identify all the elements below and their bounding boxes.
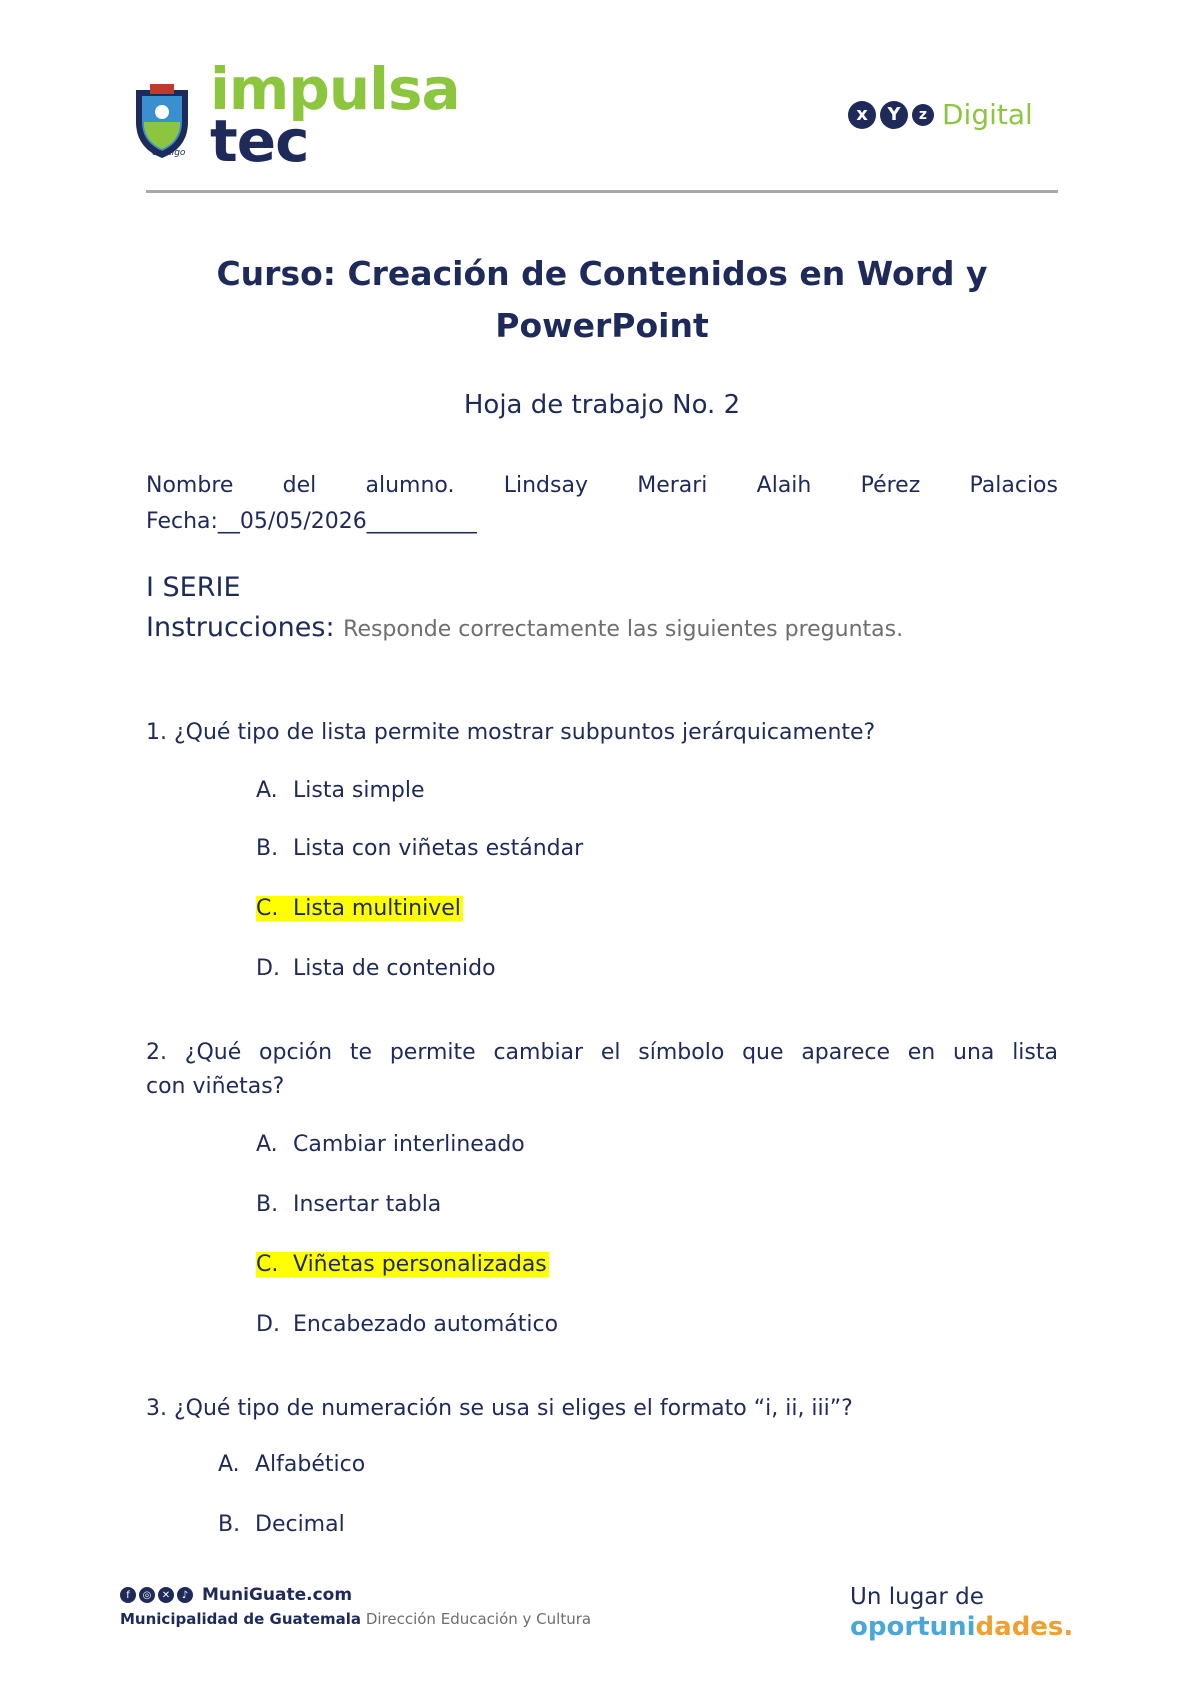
question-2 bbox=[146, 1036, 1058, 1104]
name-word: Nombre bbox=[146, 473, 234, 498]
xyz-digital-text: Digital bbox=[942, 98, 1033, 131]
impulsa-logo-text: impulsa bbox=[210, 55, 460, 123]
question-1: 1. ¿Qué tipo de lista permite mostrar subpuntos jerárquicamente? bbox=[146, 720, 876, 745]
question-3: 3. ¿Qué tipo de numeración se usa si eliges el formato “i, ii, iii”? bbox=[146, 1396, 853, 1421]
option-text: Lista simple bbox=[293, 778, 425, 803]
slogan-blue-part: oportuni bbox=[850, 1612, 976, 1642]
q2-option-d bbox=[256, 1312, 558, 1337]
option-letter: B. bbox=[256, 836, 279, 861]
name-word: Pérez bbox=[860, 473, 921, 498]
department-name: Dirección Educación y Cultura bbox=[365, 1610, 592, 1628]
slogan-line2 bbox=[850, 1612, 1073, 1642]
option-letter: C. bbox=[256, 1252, 279, 1277]
student-name-line bbox=[146, 468, 1058, 504]
option-letter: A. bbox=[256, 778, 278, 803]
course-title bbox=[146, 248, 1058, 352]
course-title-line2: PowerPoint bbox=[495, 306, 709, 345]
option-letter: B. bbox=[256, 1192, 279, 1217]
tiktok-icon[interactable]: ♪ bbox=[177, 1587, 193, 1603]
option-text: Decimal bbox=[255, 1512, 345, 1537]
question-2-text: 2. ¿Qué opción te permite cambiar el símbolo que aparece en una lista bbox=[146, 1040, 1058, 1065]
slogan-line1: Un lugar de bbox=[850, 1584, 984, 1610]
question-2-line2: con viñetas? bbox=[146, 1074, 285, 1099]
option-letter: C. bbox=[256, 896, 279, 921]
header-divider bbox=[146, 190, 1058, 193]
name-word: alumno. bbox=[365, 473, 455, 498]
name-word: Merari bbox=[637, 473, 708, 498]
q1-option-d bbox=[256, 956, 496, 981]
q3-option-b bbox=[218, 1512, 345, 1537]
worksheet-subtitle: Hoja de trabajo No. 2 bbox=[463, 390, 741, 420]
option-text: Insertar tabla bbox=[293, 1192, 442, 1217]
instagram-icon[interactable]: ◎ bbox=[139, 1587, 155, 1603]
option-text: Lista multinivel bbox=[293, 896, 461, 921]
tec-logo-text: tec bbox=[210, 107, 309, 175]
option-text: Encabezado automático bbox=[293, 1312, 559, 1337]
option-text: Viñetas personalizadas bbox=[293, 1252, 547, 1277]
q1-option-c-selected bbox=[256, 896, 463, 921]
option-text: Alfabético bbox=[255, 1452, 366, 1477]
option-letter: B. bbox=[218, 1512, 241, 1537]
serie-label: I SERIE bbox=[146, 572, 241, 603]
xyz-digital-logo bbox=[848, 98, 1033, 131]
option-text: Lista con viñetas estándar bbox=[293, 836, 584, 861]
xyz-letter-z: z bbox=[912, 104, 934, 126]
municipality-line bbox=[120, 1610, 591, 1628]
option-text: Cambiar interlineado bbox=[293, 1132, 525, 1157]
answer-highlight bbox=[256, 1252, 549, 1277]
xyz-letter-x: x bbox=[848, 101, 876, 129]
facebook-icon[interactable]: f bbox=[120, 1587, 136, 1603]
xyz-letter-y: Y bbox=[880, 101, 908, 129]
q1-option-a bbox=[256, 778, 425, 803]
option-text: Lista de contenido bbox=[293, 956, 496, 981]
q3-option-a bbox=[218, 1452, 365, 1477]
q2-option-c-selected bbox=[256, 1252, 549, 1277]
q1-option-b bbox=[256, 836, 583, 861]
instructions bbox=[146, 612, 903, 643]
name-word: Palacios bbox=[969, 473, 1058, 498]
name-word: Lindsay bbox=[503, 473, 588, 498]
option-letter: D. bbox=[256, 1312, 280, 1337]
option-letter: A. bbox=[256, 1132, 278, 1157]
student-info bbox=[146, 468, 1058, 540]
course-title-line1: Curso: Creación de Contenidos en Word y bbox=[216, 254, 988, 293]
question-2-line1 bbox=[146, 1036, 1058, 1070]
instructions-text: Responde correctamente las siguientes preguntas. bbox=[343, 617, 904, 642]
logo-tagline: contigo bbox=[152, 148, 186, 158]
option-letter: A. bbox=[218, 1452, 240, 1477]
slogan-orange-part: dades. bbox=[975, 1612, 1074, 1642]
answer-highlight bbox=[256, 896, 463, 921]
date-line: Fecha:__05/05/2026__________ bbox=[146, 509, 477, 534]
social-links bbox=[120, 1585, 352, 1605]
q2-option-a bbox=[256, 1132, 525, 1157]
instructions-label: Instrucciones: bbox=[146, 612, 335, 643]
website-link[interactable]: MuniGuate.com bbox=[202, 1585, 353, 1605]
twitter-icon[interactable]: ✕ bbox=[158, 1587, 174, 1603]
name-word: Alaih bbox=[756, 473, 812, 498]
option-letter: D. bbox=[256, 956, 280, 981]
q2-option-b bbox=[256, 1192, 441, 1217]
municipality-name: Municipalidad de Guatemala bbox=[120, 1610, 362, 1628]
name-word: del bbox=[282, 473, 317, 498]
